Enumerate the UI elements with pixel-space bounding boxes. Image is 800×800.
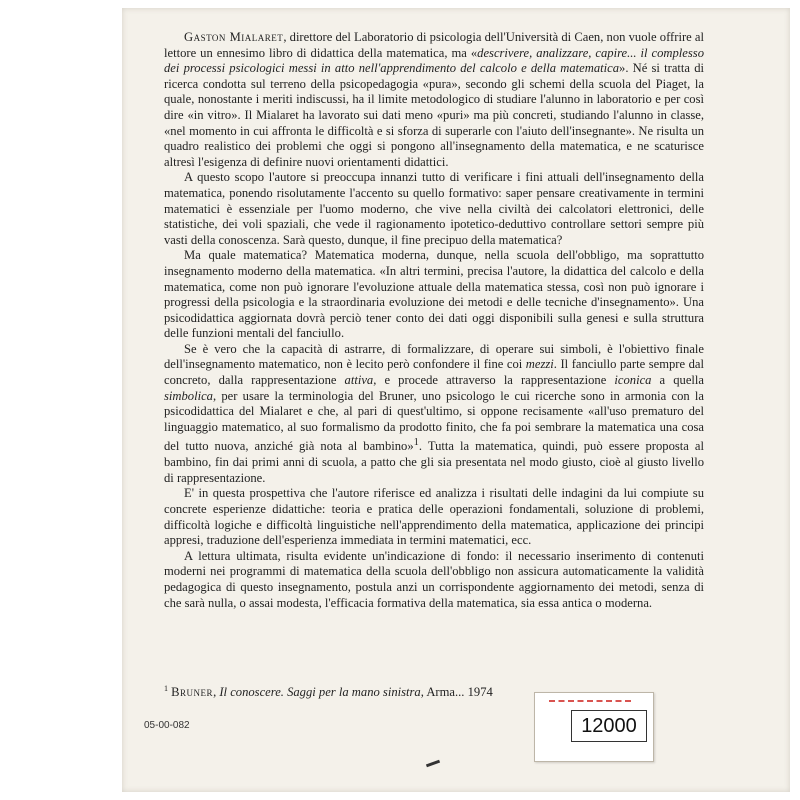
price-value: 12000: [581, 715, 637, 737]
book-back-cover: [122, 8, 790, 792]
paragraph-3: Ma quale matematica? Matematica moderna, dunque, nella scuola dell'obbligo, ma soprattutto insegnamento moderno della matematica. «In altri termini, precisa l'autore, la didattica del calcolo e della matematica, come non può ignorare l'evoluzione attuale della matematica stessa, così non può ignorare i progressi della psicologia e la straordinaria evoluzione dei metodi e delle tecniche d'insegnamento». Una psicodidattica aggiornata dovrà perciò tener conto dei dati oggi disponibili sulla genesi e sulla struttura delle funzioni mentali del fanciullo.: [164, 248, 704, 341]
paragraph-6: A lettura ultimata, risulta evidente un'indicazione di fondo: il necessario inserimento di contenuti moderni nei programmi di matematica della scuola dell'obbligo non assicura automaticamente la validità pedagogica di questo insegnamento, postula anzi un corrispondente aggiornamento dei metodi, senza di che sarà nulla, o assai modesta, l'efficacia formativa della matematica, sia essa antica o moderna.: [164, 548, 704, 610]
paragraph-5: E' in questa prospettiva che l'autore riferisce ed analizza i risultati delle indagini da lui compiute su concrete esperienze didattiche: teoria e pratica delle operazioni fondamentali, soluzione di problemi, difficoltà logiche e difficoltà linguistiche nell'apprendimento della matematica, applicazione dei principi appresi, traduzione dell'esperienza immediata in termini matematici, ecc.: [164, 486, 704, 548]
footnote-title: Il conoscere. Saggi per la mano sinistra: [219, 685, 421, 700]
price-box: [571, 710, 647, 742]
blurb-text: [164, 30, 704, 611]
author-name: Gaston Mialaret: [184, 30, 284, 44]
ink-mark: [426, 760, 440, 768]
sticker-dashed-line: [549, 700, 631, 702]
footnote-number: 1: [164, 684, 168, 693]
footnote-ref: 1: [413, 437, 419, 449]
paragraph-1: Gaston Mialaret, direttore del Laboratorio di psicologia dell'Università di Caen, non vuole offrire al lettore un ennesimo libro di didattica della matematica, ma «descrivere, analizzare, capire... il complesso dei processi psicologici messi in atto nell'apprendimento del calcolo e della matematica». Né si tratta di ricerca condotta sul terreno della psicopedagogia «pura», secondo gli schemi della scuola del Piaget, la quale, nonostante i meriti indiscussi, ha il limite metodologico di studiare l'alunno in laboratorio e per così dire «in vitro». Il Mialaret ha lavorato sui dati meno «puri» ma più concreti, studiando l'alunno in classe, «nel momento in cui affronta le difficoltà e si sforza di superarle con l'aiuto dell'insegnante». Ne risulta un quadro realistico dei problemi che oggi si pongono all'insegnamento della matematica, e ne scaturisce altresì l'esigenza di definire nuovi orientamenti didattici.: [164, 30, 704, 169]
footnote-author: Bruner: [171, 685, 214, 700]
price-sticker: [534, 692, 654, 762]
paragraph-2: A questo scopo l'autore si preoccupa innanzi tutto di verificare i fini attuali dell'insegnamento della matematica, ponendo risolutamente l'accento su quello formativo: saper pensare creativamente in termini matematici è essenziale per l'uomo moderno, che vive nella civiltà dei calcolatori elettronici, delle statistiche, dei voli spaziali, che vede il ragionamento ipotetico-deduttivo controllare settori sempre più vasti della conoscenza. Sarà questo, dunque, il fine precipuo della matematica?: [164, 170, 704, 247]
catalog-code: 05-00-082: [144, 720, 190, 731]
footnote-rest: , Arma... 1974: [420, 685, 493, 700]
footnote: $^1$ Bruner, Il conoscere. Saggi per la mano sinistra, Arma... 1974: [164, 684, 493, 700]
paragraph-4: Se è vero che la capacità di astrarre, di formalizzare, di operare sui simboli, è l'obiettivo finale dell'insegnamento matematico, non è lecito però confondere il fine coi mezzi. Il fanciullo parte sempre dal concreto, dalla rappresentazione attiva, e procede attraverso la rappresentazione iconica a quella simbolica, per usare la terminologia del Bruner, uno psicologo le cui ricerche sono in armonia con la psicodidattica del Mialaret e che, al pari di quest'ultimo, si oppone recisamente «all'uso prematuro del linguaggio matematico, al suo formalismo da prodotto finito, che fa poi sembrare la matematica una cosa del tutto nuova, anziché già nota al bambino»$^1$. Tutta la matematica, quindi, può essere proposta al bambino, fin dai primi anni di scuola, a patto che gli sia presentata nel modo giusto, cioè al giusto livello di rappresentazione.: [164, 341, 704, 485]
